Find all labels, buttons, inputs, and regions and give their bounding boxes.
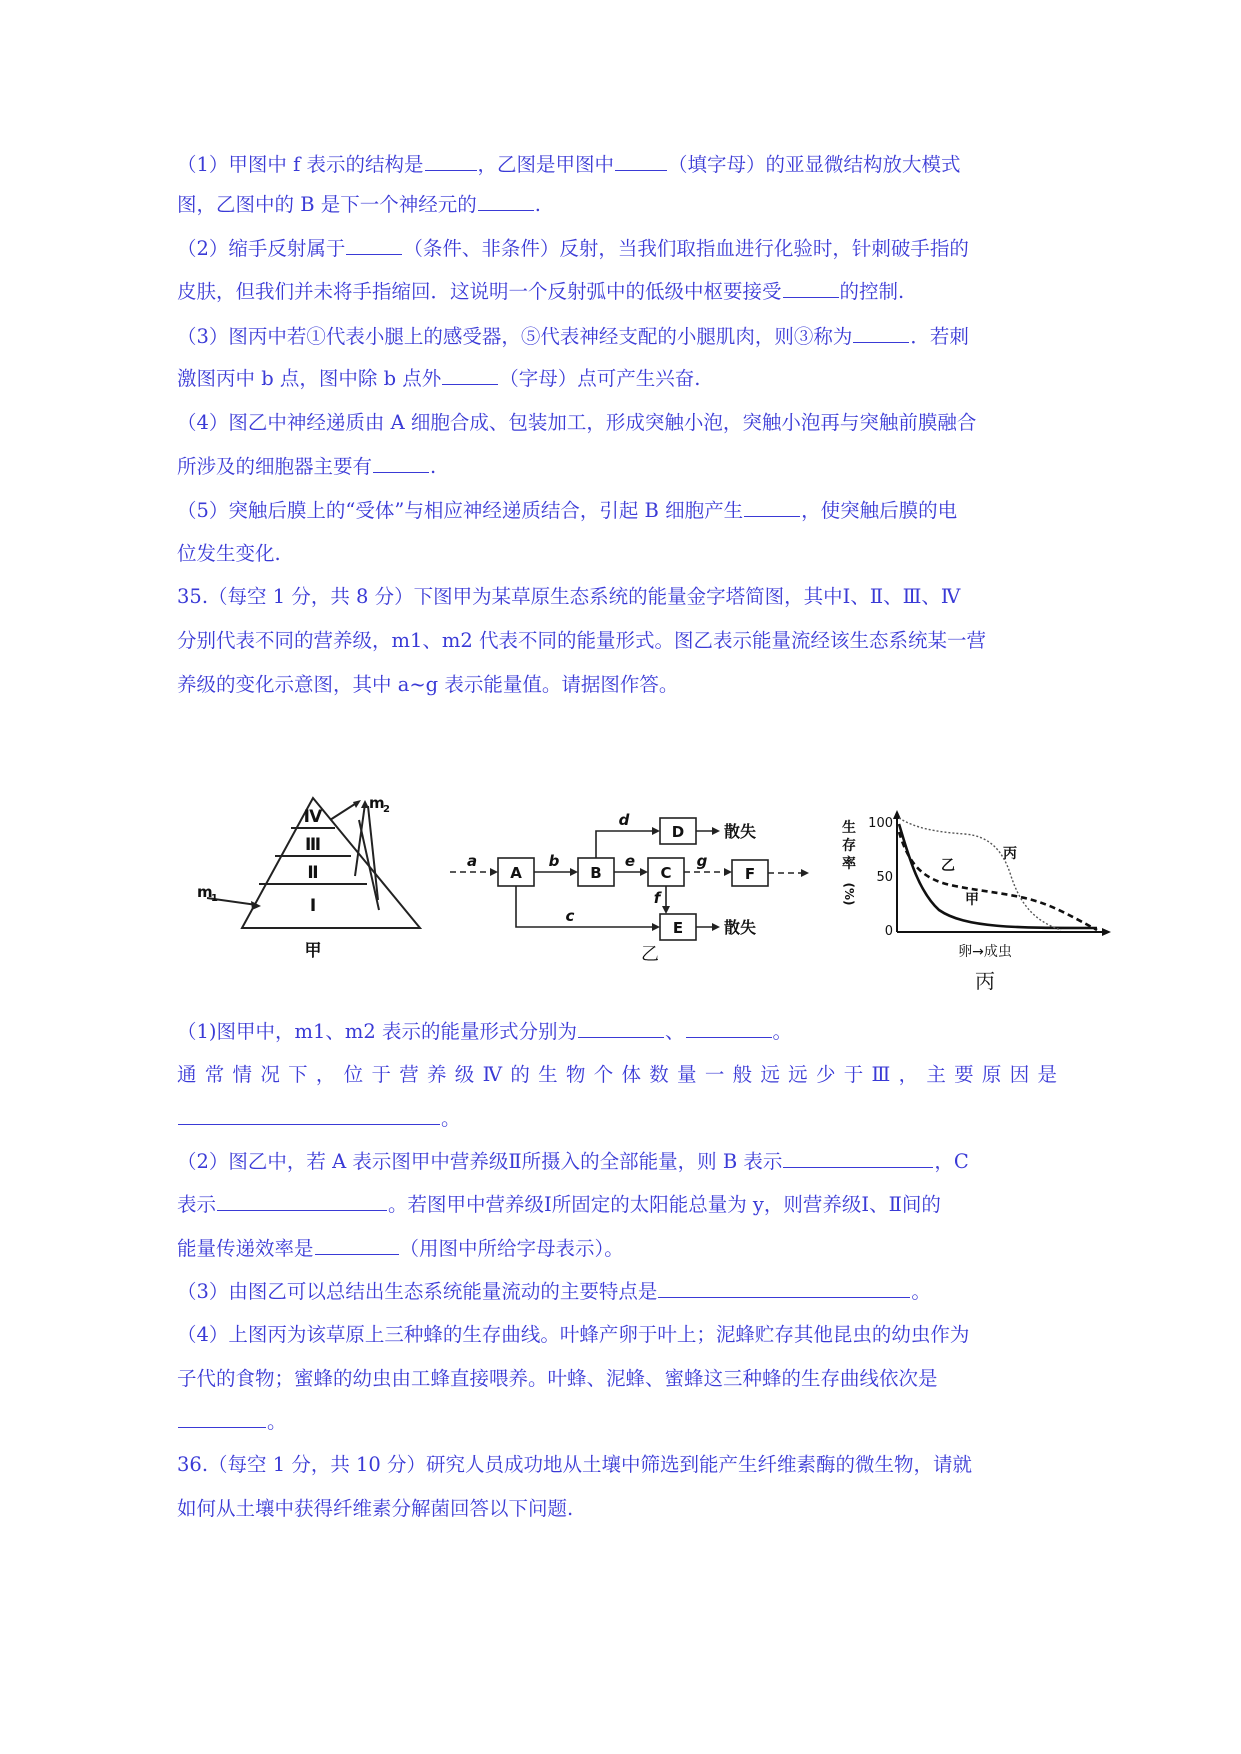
answer-blank[interactable] [853,320,909,343]
q35-intro-3: 养级的变化示意图，其中 a~g 表示能量值。请据图作答。 [177,673,679,696]
q34-line-6: 激图丙中 b 点，图中除 b 点外 （字母）点可产生兴奋. [177,362,1057,396]
box-C: C [660,864,672,882]
q35-intro-1: 35.（每空 1 分，共 8 分）下图甲为某草原生态系统的能量金字塔简图，其中Ⅰ、Ⅱ、Ⅲ、Ⅳ [177,585,961,608]
figure-jia-energy-pyramid [195,780,430,965]
answer-blank[interactable] [744,494,800,517]
figure-yi-caption: 乙 [641,944,659,965]
q35-sub2-line-2: 表示 。若图甲中营养级Ⅰ所固定的太阳能总量为 y，则营养级Ⅰ、Ⅱ间的 [177,1188,1057,1222]
q35-sub1-line-2: 通常情况下，位于营养级Ⅳ的生物个体数量一般远远少于Ⅲ，主要原因是 [177,1063,1057,1086]
q35-sub3: （3）由图乙可以总结出生态系统能量流动的主要特点是 。 [177,1275,1057,1309]
answer-blank[interactable] [658,1275,910,1298]
ylabel-char-2: 存 [842,838,856,854]
arrow-g: g [696,852,708,870]
answer-blank[interactable] [178,1405,266,1428]
pyramid-level-4: Ⅳ [303,807,323,827]
q34-line-9: （5）突触后膜上的“受体”与相应神经递质结合，引起 B 细胞产生 ，使突触后膜的电 [177,494,1057,528]
q35-sub4-line-3: 。 [177,1405,1057,1439]
q35-sub1-line-3: 。 [177,1102,1057,1136]
curve-label-jia: 甲 [965,892,979,908]
q35-sub2-line-3: 能量传递效率是 （用图中所给字母表示）。 [177,1232,1057,1266]
q36-line-2: 如何从土壤中获得纤维素分解菌回答以下问题. [177,1497,574,1520]
answer-blank[interactable] [686,1015,772,1038]
q34-line-7: （4）图乙中神经递质由 A 细胞合成、包装加工，形成突触小泡，突触小泡再与突触前膜融合 [177,411,977,434]
answer-blank[interactable] [315,1232,399,1255]
q34-line-2: 图，乙图中的 B 是下一个神经元的 . [177,188,1057,222]
answer-blank[interactable] [425,148,477,171]
m2-sub: 2 [383,804,390,815]
figure-bing-caption: 丙 [975,969,995,993]
q34-line-10: 位发生变化. [177,542,281,565]
ytick-100: 100 [868,816,893,831]
box-D: D [671,823,685,841]
m2-label: m [369,794,385,812]
m1-label: m [197,883,213,901]
ylabel-char-4: (%) [842,882,856,906]
q35-sub1-line-1: （1)图甲中，m1、m2 表示的能量形式分别为 、 。 [177,1015,1057,1049]
q35-sub4-line-1: （4）上图丙为该草原上三种蜂的生存曲线。叶蜂产卵于叶上；泥蜂贮存其他昆虫的幼虫作为 [177,1323,970,1346]
q36-line-1: 36.（每空 1 分，共 10 分）研究人员成功地从土壤中筛选到能产生纤维素酶的微生物，请就 [177,1453,973,1476]
curve-label-yi: 乙 [941,858,955,874]
curve-label-bing: 丙 [1003,846,1017,862]
answer-blank[interactable] [578,1015,664,1038]
answer-blank[interactable] [373,450,429,473]
q34-line-1: （1）甲图中 f 表示的结构是 ，乙图是甲图中 （填字母）的亚显微结构放大模式 [177,148,1057,182]
x-axis-label: 卵→成虫 [958,944,1012,960]
loss-label-E: 散失 [724,918,757,937]
answer-blank[interactable] [178,1102,440,1125]
answer-blank[interactable] [346,232,402,255]
figure-jia-caption: 甲 [304,941,322,961]
arrow-e: e [624,852,636,870]
q35-intro-2: 分别代表不同的营养级，m1、m2 代表不同的能量形式。图乙表示能量流经该生态系统某一营 [177,629,986,652]
answer-blank[interactable] [615,148,667,171]
ylabel-char-3: 率 [842,856,856,872]
box-A: A [510,864,522,882]
arrow-c: c [565,907,575,925]
pyramid-level-1: Ⅰ [309,896,317,916]
q34-line-5: （3）图丙中若①代表小腿上的感受器，⑤代表神经支配的小腿肌肉，则③称为 ．若刺 [177,320,1057,354]
arrow-f: f [653,889,661,907]
answer-blank[interactable] [783,1145,933,1168]
arrow-d: d [618,811,630,829]
box-F: F [744,865,756,883]
answer-blank[interactable] [478,188,534,211]
q34-line-3: （2）缩手反射属于 （条件、非条件）反射，当我们取指血进行化验时，针刺破手指的 [177,232,1057,266]
q34-line-4: 皮肤，但我们并未将手指缩回．这说明一个反射弧中的低级中枢要接受 的控制. [177,275,1057,309]
ytick-0: 0 [884,924,893,939]
box-E: E [672,919,684,937]
answer-blank[interactable] [442,362,498,385]
ylabel-char-1: 生 [842,820,856,836]
ytick-50: 50 [876,870,893,885]
m1-sub: 1 [211,893,218,904]
pyramid-level-3: Ⅲ [304,835,322,855]
figure-yi-energy-flow [450,810,810,970]
q35-sub4-line-2: 子代的食物；蜜蜂的幼虫由工蜂直接喂养。叶蜂、泥蜂、蜜蜂这三种蜂的生存曲线依次是 [177,1367,938,1390]
box-B: B [590,864,602,882]
q34-line-8: 所涉及的细胞器主要有 . [177,450,1057,484]
pyramid-level-2: Ⅱ [307,863,319,883]
loss-label-D: 散失 [724,822,757,841]
q35-sub2-line-1: （2）图乙中，若 A 表示图甲中营养级Ⅱ所摄入的全部能量，则 B 表示 ，C [177,1145,1057,1179]
arrow-a: a [466,852,478,870]
arrow-b: b [548,852,560,870]
figure-bing-survival-curves [835,810,1120,1010]
answer-blank[interactable] [783,275,839,298]
answer-blank[interactable] [217,1188,387,1211]
